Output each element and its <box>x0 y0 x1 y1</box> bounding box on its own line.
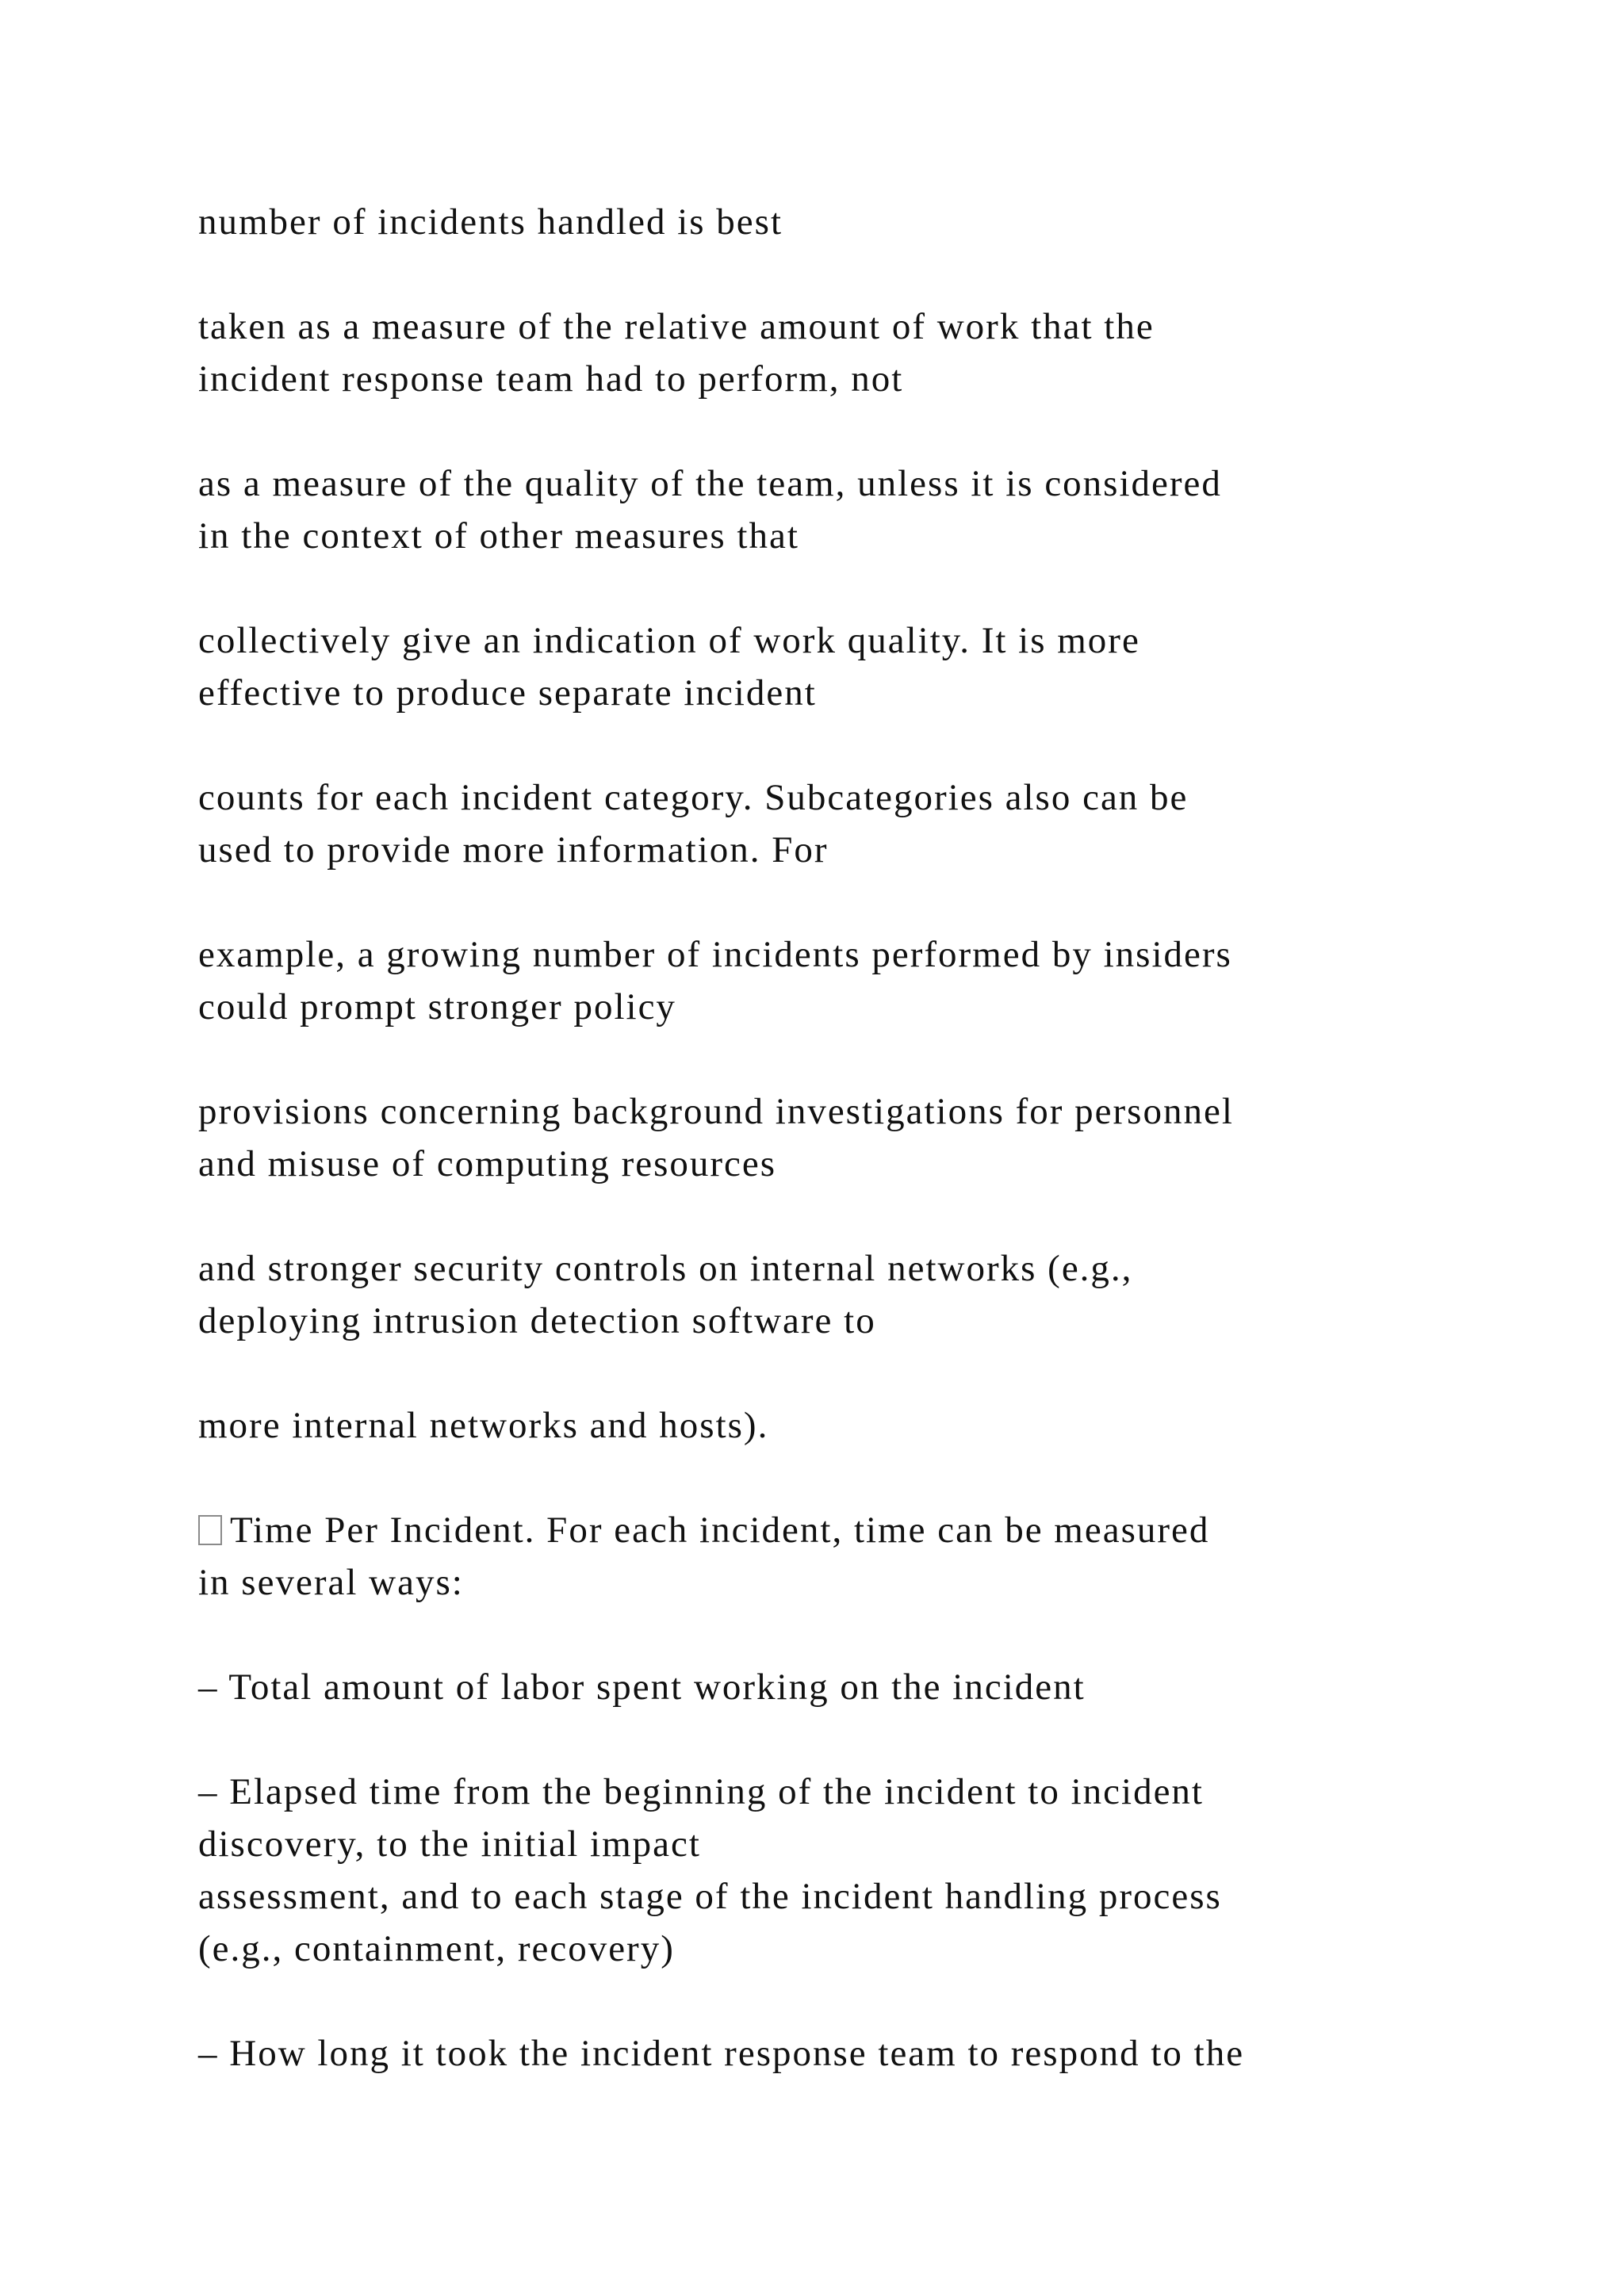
text-line: could prompt stronger policy <box>198 986 676 1027</box>
text-line: number of incidents handled is best <box>198 201 783 243</box>
text-line: used to provide more information. For <box>198 829 829 871</box>
text-line: assessment, and to each stage of the incident handling process <box>198 1876 1222 1917</box>
text-line: counts for each incident category. Subcategories also can be <box>198 777 1189 818</box>
text-line: as a measure of the quality of the team, unless it is considered <box>198 463 1222 504</box>
text-line: taken as a measure of the relative amount of work that the <box>198 306 1155 347</box>
text-line: and stronger security controls on internal networks (e.g., <box>198 1248 1133 1289</box>
bullet-line <box>198 1508 1209 1552</box>
text-line: effective to produce separate incident <box>198 672 817 714</box>
text-line: incident response team had to perform, not <box>198 358 904 400</box>
text-line: (e.g., containment, recovery) <box>198 1928 675 1969</box>
text-line: provisions concerning background investigations for personnel <box>198 1091 1234 1132</box>
text-line: discovery, to the initial impact <box>198 1823 701 1865</box>
text-line: collectively give an indication of work quality. It is more <box>198 620 1140 661</box>
text-line: more internal networks and hosts). <box>198 1405 769 1446</box>
text-line: – Elapsed time from the beginning of the incident to incident <box>198 1771 1204 1812</box>
bullet-text: Time Per Incident. For each incident, time can be measured <box>230 1510 1210 1551</box>
missing-glyph-box-icon <box>198 1515 222 1545</box>
text-line: – Total amount of labor spent working on the incident <box>198 1667 1086 1708</box>
text-line: in several ways: <box>198 1562 464 1603</box>
text-line: in the context of other measures that <box>198 515 799 557</box>
text-line: and misuse of computing resources <box>198 1143 777 1184</box>
text-line: deploying intrusion detection software to <box>198 1300 876 1341</box>
text-line: – How long it took the incident response team to respond to the <box>198 2033 1245 2074</box>
text-line: example, a growing number of incidents performed by insiders <box>198 934 1232 975</box>
